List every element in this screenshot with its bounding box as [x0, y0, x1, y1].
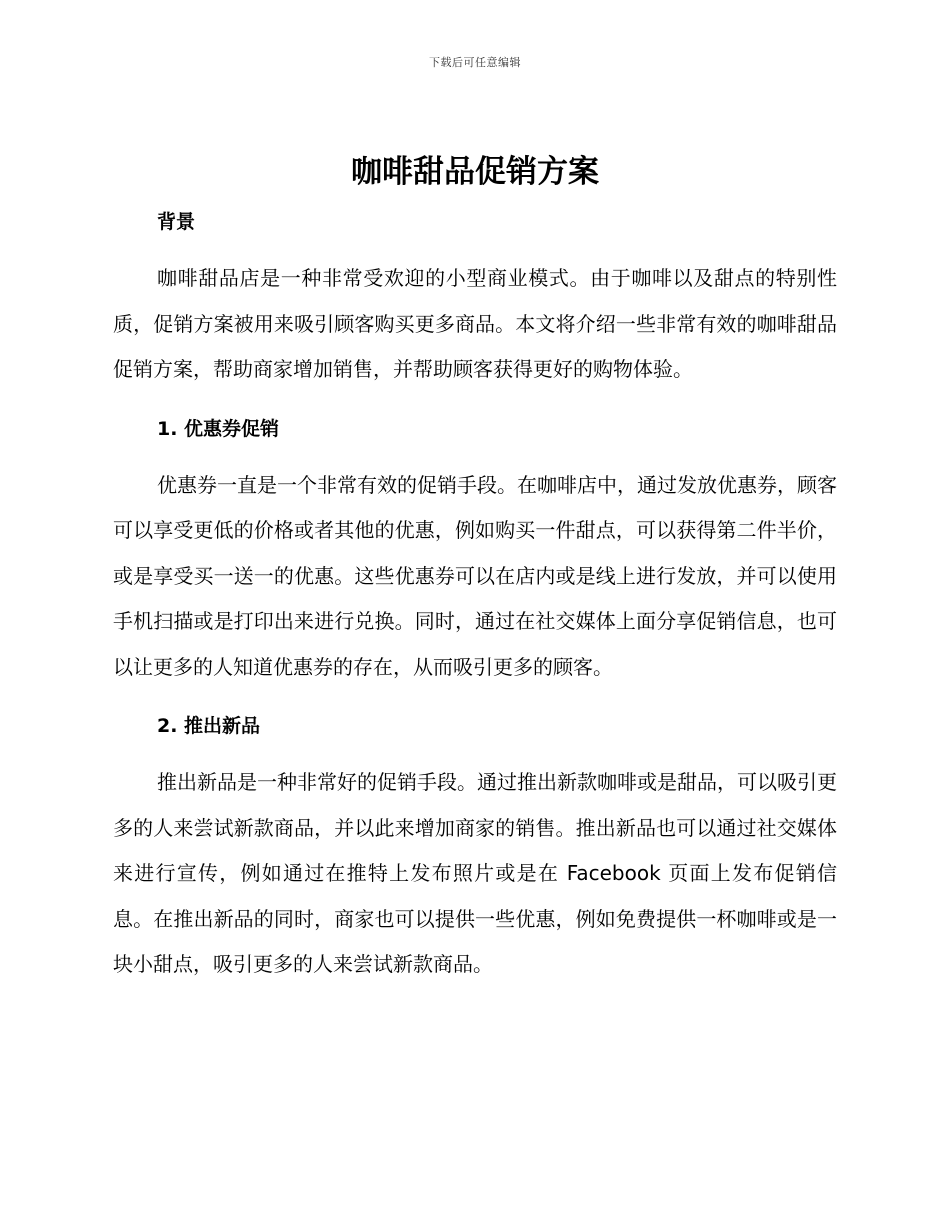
section-background [113, 202, 837, 409]
section-paragraph: 咖啡甜品店是一种非常受欢迎的小型商业模式。由于咖啡以及甜点的特别性质，促销方案被用来吸引顾客购买更多商品。本文将介绍一些非常有效的咖啡甜品促销方案，帮助商家增加销售，并帮助顾客获得更好的购物体验。 [113, 266, 837, 381]
section-heading: 2. 推出新品 [157, 715, 261, 737]
section-paragraph: 推出新品是一种非常好的促销手段。通过推出新款咖啡或是甜品，可以吸引更多的人来尝试新款商品，并以此来增加商家的销售。推出新品也可以通过社交媒体来进行宣传，例如通过在推特上发布照片或是在 Facebook 页面上发布促销信息。在推出新品的同时，商家也可以提供一些优惠，例如免费提供一杯咖啡或是一块小甜点，吸引更多的人来尝试新款商品。 [113, 770, 837, 976]
header-note: 下载后可任意编辑 [429, 56, 521, 69]
document-body [113, 202, 837, 988]
section-heading: 背景 [157, 211, 196, 233]
document-title: 咖啡甜品促销方案 [351, 154, 599, 190]
section-coupon-promotion [113, 409, 837, 707]
section-new-products [113, 706, 837, 988]
section-heading: 1. 优惠券促销 [157, 417, 280, 440]
section-paragraph: 优惠券一直是一个非常有效的促销手段。在咖啡店中，通过发放优惠券，顾客可以享受更低的价格或者其他的优惠，例如购买一件甜点，可以获得第二件半价，或是享受买一送一的优惠。这些优惠券可以在店内或是线上进行发放，并可以使用手机扫描或是打印出来进行兑换。同时，通过在社交媒体上面分享促销信息，也可以让更多的人知道优惠券的存在，从而吸引更多的顾客。 [113, 472, 837, 679]
